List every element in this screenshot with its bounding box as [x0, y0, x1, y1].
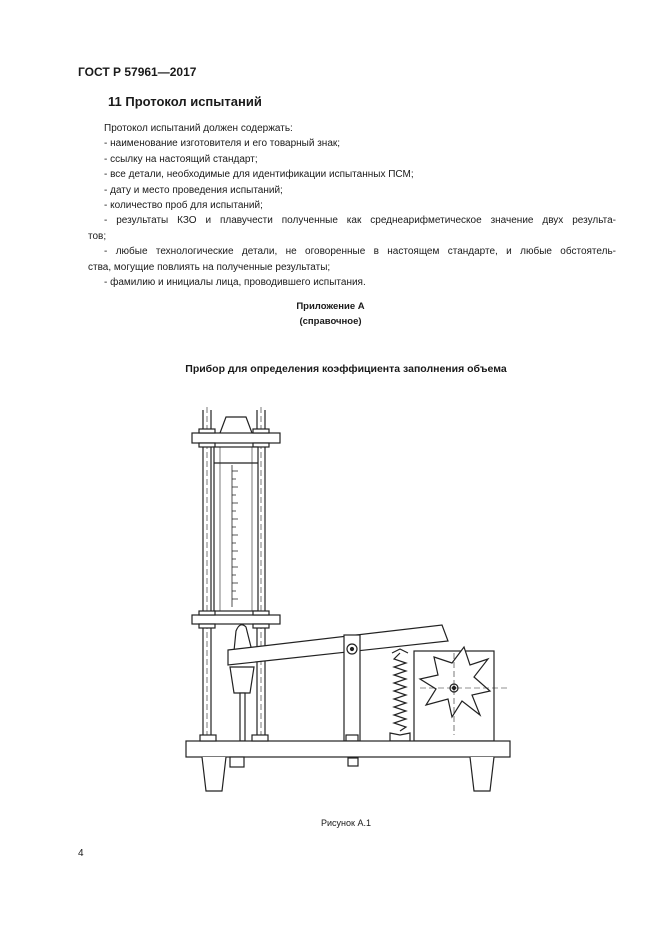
measuring-cylinder — [214, 447, 258, 611]
section-title: 11 Протокол испытаний — [108, 94, 262, 109]
top-plate — [192, 417, 280, 447]
standard-code: ГОСТ Р 57961—2017 — [78, 65, 197, 79]
apparatus-drawing — [170, 395, 530, 805]
annex-subtitle: (справочное) — [299, 316, 362, 327]
star-wheel-housing — [414, 647, 508, 741]
bottom-stopper — [230, 667, 254, 741]
section-body — [88, 121, 616, 290]
figure-title: Прибор для определения коэффициента заполнения объема — [185, 363, 507, 375]
annex-title: Приложение А — [296, 301, 365, 312]
spring — [390, 649, 410, 741]
list-item: - дату и место проведения испытаний; — [104, 184, 283, 196]
lower-plate — [192, 611, 280, 628]
list-item: - все детали, необходимые для идентификации испытанных ПСМ; — [104, 169, 414, 181]
list-item: - наименование изготовителя и его товарный знак; — [104, 138, 341, 150]
list-item: - фамилию и инициалы лица, проводившего испытания. — [104, 277, 366, 289]
list-item-results: - результаты КЗО и плавучести полученные как среднеарифметическое значение двух результа- — [104, 215, 616, 227]
figure-caption: Рисунок А.1 — [321, 818, 371, 828]
list-item: - количество проб для испытаний; — [104, 200, 263, 212]
list-item-details-cont: ства, могущие повлиять на полученные результаты; — [88, 261, 331, 273]
page-number: 4 — [78, 848, 84, 859]
list-item-results-cont: тов; — [88, 230, 107, 242]
list-item-details: - любые технологические детали, не оговоренные в настоящем стандарте, и любые обстоятель- — [104, 246, 616, 258]
intro-text: Протокол испытаний должен содержать: — [104, 123, 293, 134]
list-item: - ссылку на настоящий стандарт; — [104, 153, 258, 165]
